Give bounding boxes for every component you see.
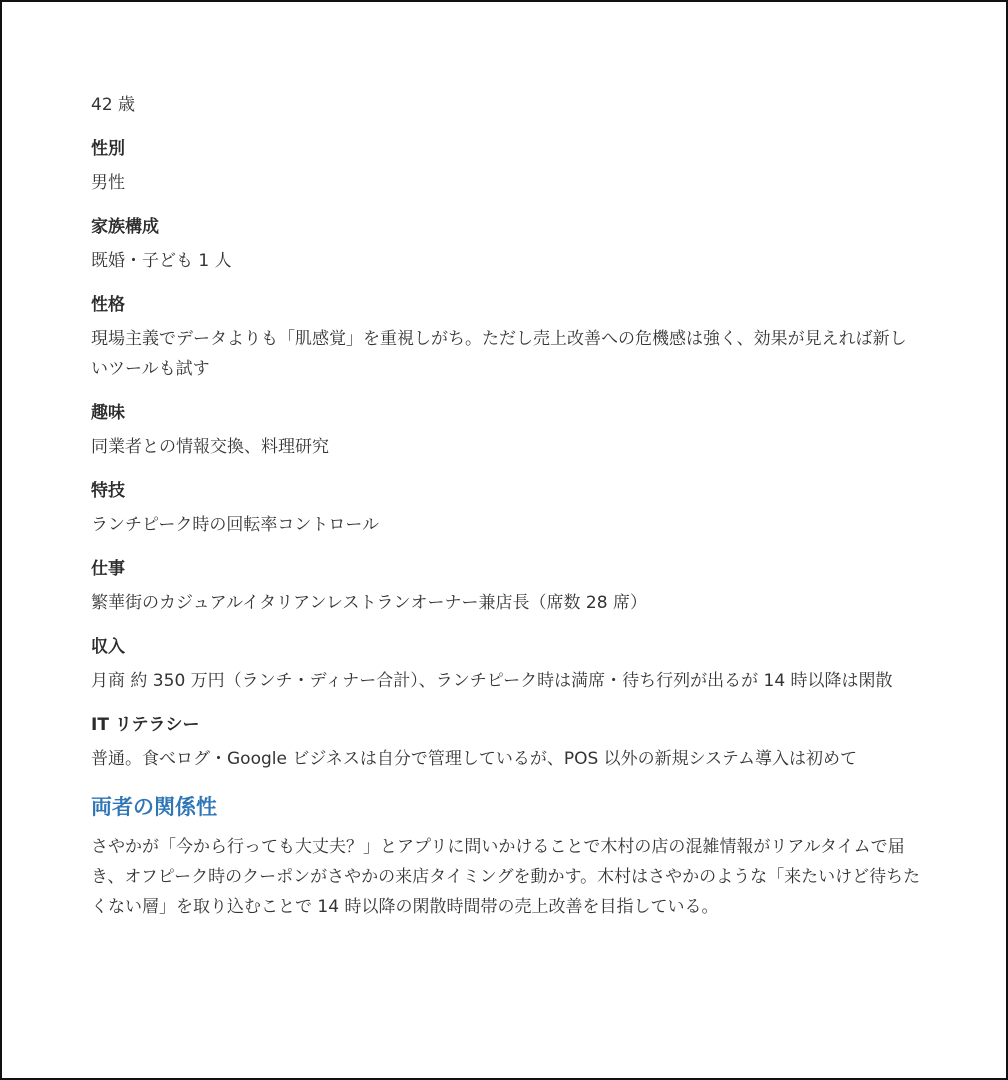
hobby-value: 同業者との情報交換、料理研究 bbox=[91, 437, 329, 457]
personality-label: 性格 bbox=[91, 295, 125, 315]
personality-value: 現場主義でデータよりも「肌感覚」を重視しがち。ただし売上改善への危機感は強く、効果が見えれば新しいツールも試す bbox=[91, 329, 907, 379]
skill-label: 特技 bbox=[91, 481, 125, 501]
age-value: 42 歳 bbox=[91, 95, 136, 115]
gender-label: 性別 bbox=[91, 139, 125, 159]
persona-profile bbox=[91, 90, 921, 922]
job-label: 仕事 bbox=[91, 559, 125, 579]
family-label: 家族構成 bbox=[91, 217, 159, 237]
skill-value: ランチピーク時の回転率コントロール bbox=[91, 515, 379, 535]
gender-value: 男性 bbox=[91, 173, 125, 193]
income-value: 月商 約 350 万円（ランチ・ディナー合計）、ランチピーク時は満席・待ち行列が出るが 14 時以降は閑散 bbox=[91, 671, 893, 691]
job-value: 繁華街のカジュアルイタリアンレストランオーナー兼店長（席数 28 席） bbox=[91, 593, 647, 613]
hobby-label: 趣味 bbox=[91, 403, 125, 423]
relationship-body: さやかが「今から行っても大丈夫？」とアプリに問いかけることで木村の店の混雑情報がリアルタイムで届き、オフピーク時のクーポンがさやかの来店タイミングを動かす。木村はさやかのような「来たいけど待ちたくない層」を取り込むことで 14 時以降の閑散時間帯の売上改善を目指している。 bbox=[91, 837, 921, 917]
family-value: 既婚・子ども 1 人 bbox=[91, 251, 232, 271]
it-literacy-value: 普通。食べログ・Google ビジネスは自分で管理しているが、POS 以外の新規システム導入は初めて bbox=[91, 749, 857, 769]
it-literacy-label: IT リテラシー bbox=[91, 715, 200, 735]
income-label: 収入 bbox=[91, 637, 125, 657]
relationship-heading: 両者の関係性 bbox=[91, 795, 217, 819]
